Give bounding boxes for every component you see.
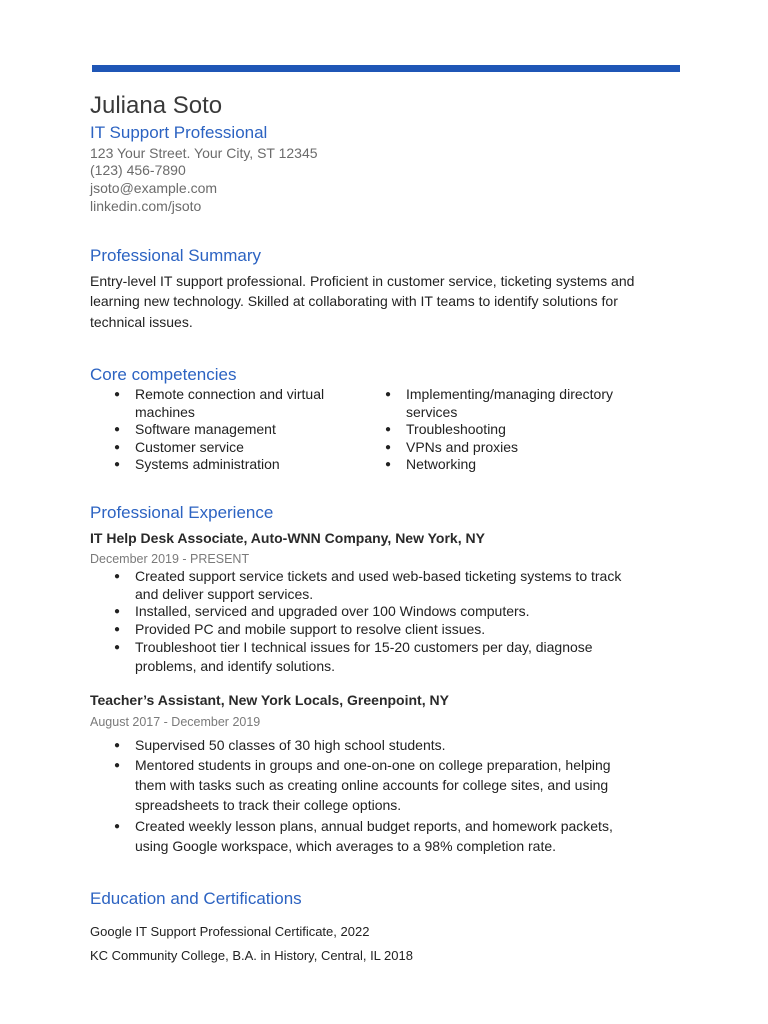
candidate-name: Juliana Soto — [90, 92, 223, 119]
competency-item: Networking — [406, 456, 477, 472]
education-item: Google IT Support Professional Certificate, 2022 — [90, 924, 370, 939]
job-dates: August 2017 - December 2019 — [90, 715, 261, 729]
competency-item: Implementing/managing directory — [406, 386, 613, 402]
contact-linkedin: linkedin.com/jsoto — [90, 198, 202, 214]
competency-item: Software management — [135, 421, 276, 437]
job-bullet: problems, and identify solutions. — [135, 658, 335, 674]
bullet-icon: ● — [114, 459, 121, 470]
bullet-icon: ● — [114, 642, 121, 653]
bullet-icon: ● — [385, 424, 392, 435]
job-bullet: using Google workspace, which averages to a 98% completion rate. — [135, 838, 557, 854]
contact-address: 123 Your Street. Your City, ST 12345 — [90, 145, 318, 161]
bullet-icon: ● — [114, 442, 121, 453]
competency-item: Remote connection and virtual — [135, 386, 325, 402]
bullet-icon: ● — [114, 424, 121, 435]
section-heading-summary: Professional Summary — [90, 246, 262, 265]
section-heading-competencies: Core competencies — [90, 365, 237, 384]
job-dates: December 2019 - PRESENT — [90, 552, 250, 566]
bullet-icon: ● — [385, 389, 392, 400]
bullet-icon: ● — [114, 760, 121, 771]
education-item: KC Community College, B.A. in History, Central, IL 2018 — [90, 948, 413, 963]
section-heading-experience: Professional Experience — [90, 503, 274, 522]
job-bullet: Installed, serviced and upgraded over 100 Windows computers. — [135, 603, 530, 619]
bullet-icon: ● — [114, 389, 121, 400]
candidate-role: IT Support Professional — [90, 123, 268, 142]
bullet-icon: ● — [114, 571, 121, 582]
competency-item: Customer service — [135, 439, 244, 455]
job-title: IT Help Desk Associate, Auto-WNN Company, New York, NY — [90, 530, 485, 546]
job-bullet: Created support service tickets and used web-based ticketing systems to track — [135, 568, 622, 584]
competency-item: machines — [135, 404, 195, 420]
bullet-icon: ● — [114, 624, 121, 635]
competency-item: Troubleshooting — [406, 421, 506, 437]
summary-line: Entry-level IT support professional. Proficient in customer service, ticketing systems and — [90, 273, 635, 289]
bullet-icon: ● — [385, 459, 392, 470]
contact-phone: (123) 456-7890 — [90, 162, 186, 178]
summary-line: learning new technology. Skilled at collaborating with IT teams to identify solutions for — [90, 293, 618, 309]
summary-line: technical issues. — [90, 314, 193, 330]
bullet-icon: ● — [385, 442, 392, 453]
job-bullet: and deliver support services. — [135, 586, 314, 602]
bullet-icon: ● — [114, 821, 121, 832]
bullet-icon: ● — [114, 740, 121, 751]
job-bullet: Supervised 50 classes of 30 high school students. — [135, 737, 446, 753]
competency-item: Systems administration — [135, 456, 280, 472]
section-heading-education: Education and Certifications — [90, 889, 302, 908]
job-bullet: Created weekly lesson plans, annual budget reports, and homework packets, — [135, 818, 613, 834]
contact-email: jsoto@example.com — [90, 180, 218, 196]
header-accent-bar — [92, 65, 680, 72]
job-title: Teacher’s Assistant, New York Locals, Greenpoint, NY — [90, 692, 449, 708]
job-bullet: Provided PC and mobile support to resolve client issues. — [135, 621, 486, 637]
job-bullet: them with tasks such as creating online accounts for college sites, and using — [135, 777, 609, 793]
competency-item: VPNs and proxies — [406, 439, 519, 455]
job-bullet: Mentored students in groups and one-on-one on college preparation, helping — [135, 757, 611, 773]
bullet-icon: ● — [114, 606, 121, 617]
job-bullet: Troubleshoot tier I technical issues for 15-20 customers per day, diagnose — [135, 639, 593, 655]
job-bullet: spreadsheets to track their college options. — [135, 797, 402, 813]
competency-item: services — [406, 404, 458, 420]
